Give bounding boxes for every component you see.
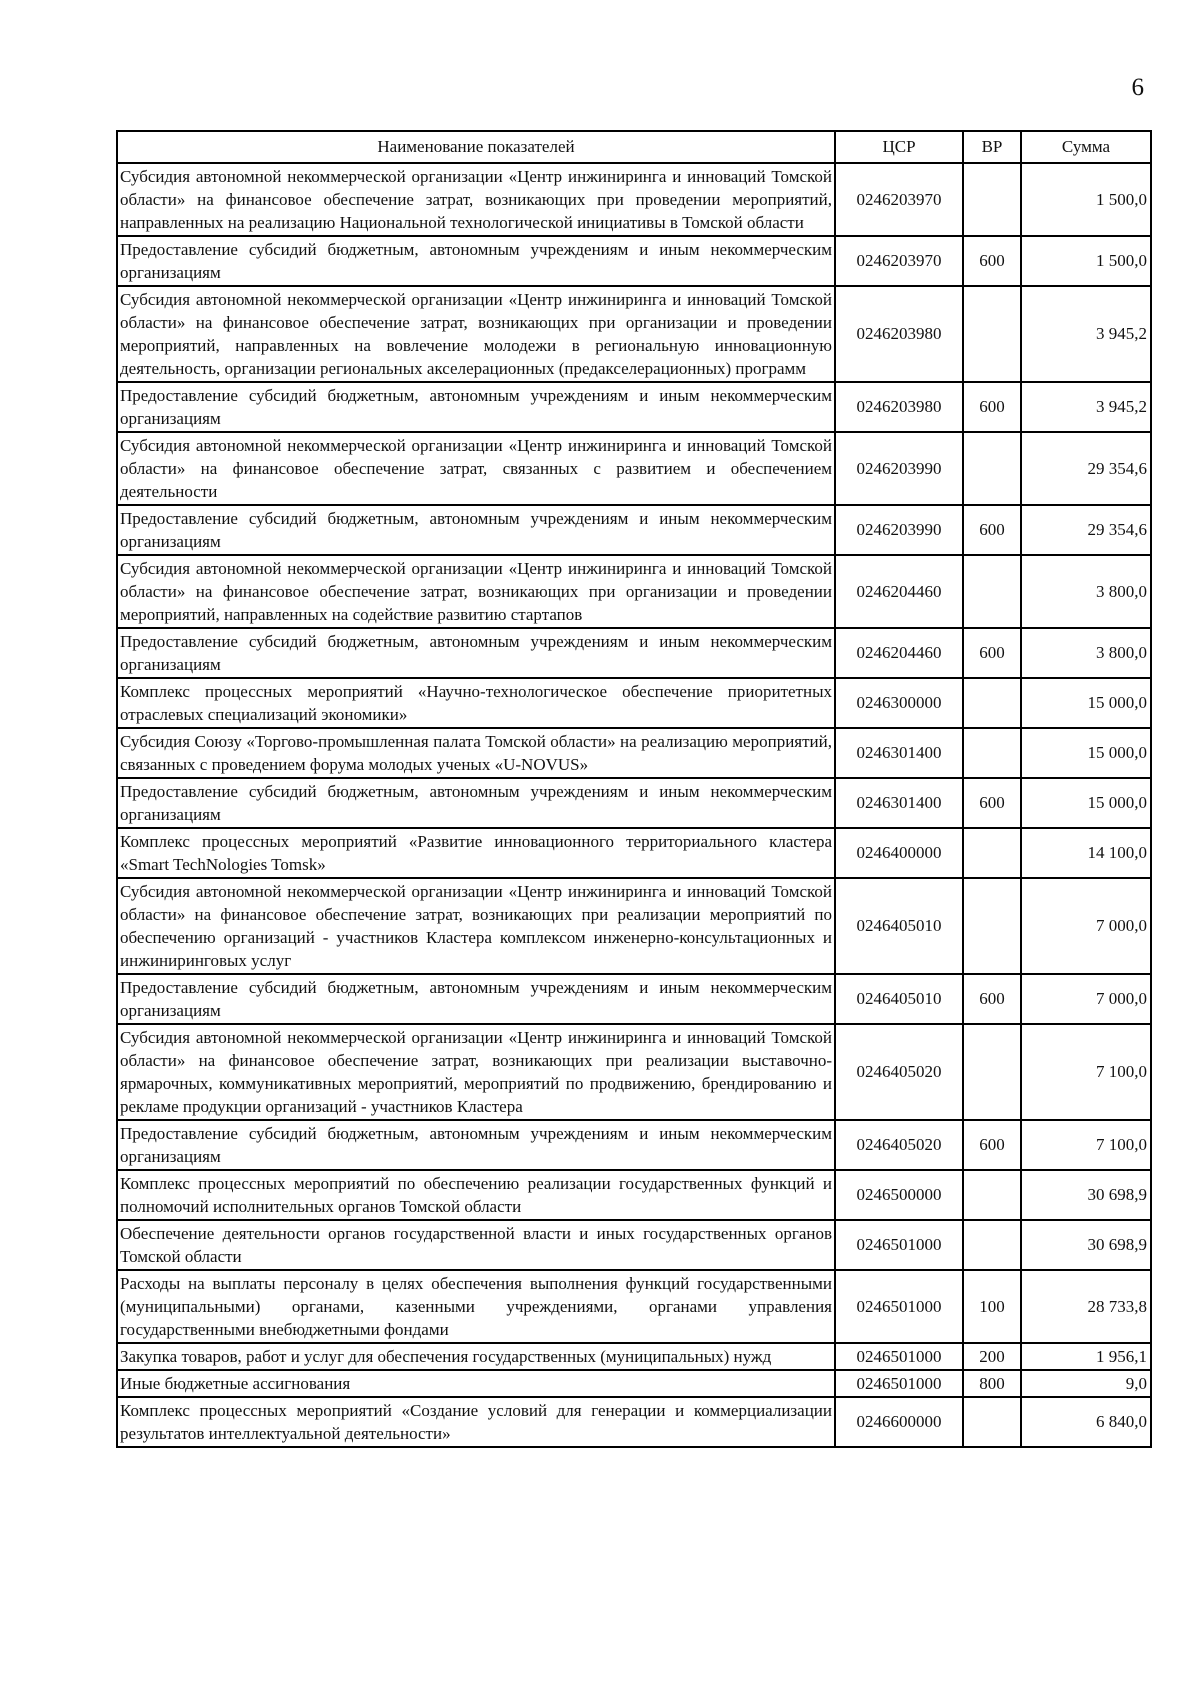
cell-csr: 0246203970 (835, 236, 963, 286)
cell-csr: 0246203970 (835, 163, 963, 236)
table-header (117, 131, 1151, 163)
cell-sum: 30 698,9 (1021, 1220, 1151, 1270)
cell-csr: 0246203990 (835, 505, 963, 555)
cell-vr (963, 1397, 1021, 1447)
cell-vr: 600 (963, 628, 1021, 678)
cell-vr (963, 878, 1021, 974)
cell-name: Расходы на выплаты персоналу в целях обеспечения выполнения функций государственными (муниципальными) органами, казенными учреждениями, органами управления государственными внебюджетными фондами (117, 1270, 835, 1343)
cell-csr: 0246600000 (835, 1397, 963, 1447)
cell-vr (963, 286, 1021, 382)
table-row (117, 432, 1151, 505)
table-row (117, 678, 1151, 728)
cell-vr (963, 828, 1021, 878)
cell-vr: 800 (963, 1370, 1021, 1397)
cell-sum: 3 945,2 (1021, 286, 1151, 382)
cell-name: Предоставление субсидий бюджетным, автономным учреждениям и иным некоммерческим организациям (117, 236, 835, 286)
cell-name: Субсидия Союзу «Торгово-промышленная палата Томской области» на реализацию мероприятий, связанных с проведением форума молодых ученых «U-NOVUS» (117, 728, 835, 778)
cell-csr: 0246400000 (835, 828, 963, 878)
table-row (117, 778, 1151, 828)
cell-sum: 7 000,0 (1021, 974, 1151, 1024)
cell-vr (963, 555, 1021, 628)
table-row (117, 828, 1151, 878)
table-row (117, 728, 1151, 778)
cell-sum: 3 800,0 (1021, 555, 1151, 628)
cell-csr: 0246204460 (835, 555, 963, 628)
cell-sum: 1 500,0 (1021, 163, 1151, 236)
cell-vr: 600 (963, 236, 1021, 286)
cell-vr (963, 678, 1021, 728)
cell-csr: 0246203980 (835, 382, 963, 432)
table-row (117, 628, 1151, 678)
cell-name: Субсидия автономной некоммерческой организации «Центр инжиниринга и инноваций Томской области» на финансовое обеспечение затрат, возникающих при проведении мероприятий, направленных на реализацию Национальной технологической инициативы в Томской области (117, 163, 835, 236)
cell-vr: 600 (963, 974, 1021, 1024)
cell-vr (963, 1024, 1021, 1120)
table-row (117, 1343, 1151, 1370)
cell-name: Предоставление субсидий бюджетным, автономным учреждениям и иным некоммерческим организациям (117, 1120, 835, 1170)
table-row (117, 286, 1151, 382)
cell-sum: 14 100,0 (1021, 828, 1151, 878)
cell-sum: 9,0 (1021, 1370, 1151, 1397)
cell-name: Предоставление субсидий бюджетным, автономным учреждениям и иным некоммерческим организациям (117, 974, 835, 1024)
table-body (117, 163, 1151, 1447)
cell-sum: 28 733,8 (1021, 1270, 1151, 1343)
cell-csr: 0246405010 (835, 878, 963, 974)
header-sum: Сумма (1021, 131, 1151, 163)
cell-csr: 0246501000 (835, 1220, 963, 1270)
table-row (117, 1370, 1151, 1397)
table-row (117, 163, 1151, 236)
cell-vr (963, 1170, 1021, 1220)
budget-table (116, 130, 1152, 1448)
header-row (117, 131, 1151, 163)
cell-csr: 0246301400 (835, 728, 963, 778)
cell-csr: 0246405020 (835, 1024, 963, 1120)
table-row (117, 1270, 1151, 1343)
cell-csr: 0246203990 (835, 432, 963, 505)
table-row (117, 236, 1151, 286)
cell-name: Предоставление субсидий бюджетным, автономным учреждениям и иным некоммерческим организациям (117, 382, 835, 432)
cell-vr: 600 (963, 778, 1021, 828)
cell-name: Обеспечение деятельности органов государственной власти и иных государственных органов Томской области (117, 1220, 835, 1270)
cell-vr: 600 (963, 505, 1021, 555)
cell-csr: 0246500000 (835, 1170, 963, 1220)
header-csr: ЦСР (835, 131, 963, 163)
cell-name: Предоставление субсидий бюджетным, автономным учреждениям и иным некоммерческим организациям (117, 505, 835, 555)
table-row (117, 382, 1151, 432)
cell-csr: 0246203980 (835, 286, 963, 382)
cell-csr: 0246405020 (835, 1120, 963, 1170)
cell-sum: 7 000,0 (1021, 878, 1151, 974)
cell-sum: 15 000,0 (1021, 678, 1151, 728)
page-number: 6 (1131, 74, 1144, 101)
cell-name: Субсидия автономной некоммерческой организации «Центр инжиниринга и инноваций Томской области» на финансовое обеспечение затрат, возникающих при организации и проведении мероприятий, направленных на содействие развитию стартапов (117, 555, 835, 628)
cell-vr (963, 163, 1021, 236)
cell-sum: 3 800,0 (1021, 628, 1151, 678)
header-name: Наименование показателей (117, 131, 835, 163)
cell-vr: 100 (963, 1270, 1021, 1343)
table-row (117, 555, 1151, 628)
cell-sum: 1 500,0 (1021, 236, 1151, 286)
cell-name: Комплекс процессных мероприятий «Научно-технологическое обеспечение приоритетных отраслевых специализаций экономики» (117, 678, 835, 728)
table-row (117, 974, 1151, 1024)
cell-vr: 600 (963, 382, 1021, 432)
table-row (117, 1120, 1151, 1170)
cell-sum: 15 000,0 (1021, 728, 1151, 778)
cell-vr (963, 728, 1021, 778)
cell-csr: 0246501000 (835, 1270, 963, 1343)
cell-csr: 0246301400 (835, 778, 963, 828)
cell-vr (963, 1220, 1021, 1270)
cell-name: Субсидия автономной некоммерческой организации «Центр инжиниринга и инноваций Томской области» на финансовое обеспечение затрат, возникающих при реализации выставочно-ярмарочных, коммуникативных мероприятий, мероприятий по продвижению, брендированию и рекламе продукции организаций - участников Кластера (117, 1024, 835, 1120)
table-row (117, 878, 1151, 974)
cell-csr: 0246405010 (835, 974, 963, 1024)
table-row (117, 1024, 1151, 1120)
table-row (117, 1170, 1151, 1220)
cell-name: Комплекс процессных мероприятий «Создание условий для генерации и коммерциализации результатов интеллектуальной деятельности» (117, 1397, 835, 1447)
cell-name: Предоставление субсидий бюджетным, автономным учреждениям и иным некоммерческим организациям (117, 778, 835, 828)
cell-sum: 30 698,9 (1021, 1170, 1151, 1220)
cell-sum: 29 354,6 (1021, 505, 1151, 555)
cell-name: Субсидия автономной некоммерческой организации «Центр инжиниринга и инноваций Томской области» на финансовое обеспечение затрат, связанных с развитием и обеспечением деятельности (117, 432, 835, 505)
cell-sum: 6 840,0 (1021, 1397, 1151, 1447)
table-row (117, 505, 1151, 555)
cell-vr (963, 432, 1021, 505)
cell-sum: 7 100,0 (1021, 1120, 1151, 1170)
cell-name: Комплекс процессных мероприятий по обеспечению реализации государственных функций и полномочий исполнительных органов Томской области (117, 1170, 835, 1220)
cell-name: Комплекс процессных мероприятий «Развитие инновационного территориального кластера «Smart TechNologies Tomsk» (117, 828, 835, 878)
cell-name: Субсидия автономной некоммерческой организации «Центр инжиниринга и инноваций Томской области» на финансовое обеспечение затрат, возникающих при реализации мероприятий по обеспечению организаций - участников Кластера комплексом инженерно-консультационных и инжиниринговых услуг (117, 878, 835, 974)
table-row (117, 1220, 1151, 1270)
cell-vr: 200 (963, 1343, 1021, 1370)
table-row (117, 1397, 1151, 1447)
cell-sum: 3 945,2 (1021, 382, 1151, 432)
header-vr: ВР (963, 131, 1021, 163)
cell-name: Субсидия автономной некоммерческой организации «Центр инжиниринга и инноваций Томской области» на финансовое обеспечение затрат, возникающих при организации и проведении мероприятий, направленных на вовлечение молодежи в региональную инновационную деятельность, организации региональных акселерационных (предакселерационных) программ (117, 286, 835, 382)
cell-sum: 7 100,0 (1021, 1024, 1151, 1120)
cell-csr: 0246501000 (835, 1343, 963, 1370)
cell-name: Закупка товаров, работ и услуг для обеспечения государственных (муниципальных) нужд (117, 1343, 835, 1370)
cell-vr: 600 (963, 1120, 1021, 1170)
cell-csr: 0246501000 (835, 1370, 963, 1397)
cell-sum: 1 956,1 (1021, 1343, 1151, 1370)
cell-sum: 15 000,0 (1021, 778, 1151, 828)
cell-csr: 0246300000 (835, 678, 963, 728)
cell-csr: 0246204460 (835, 628, 963, 678)
cell-sum: 29 354,6 (1021, 432, 1151, 505)
cell-name: Иные бюджетные ассигнования (117, 1370, 835, 1397)
cell-name: Предоставление субсидий бюджетным, автономным учреждениям и иным некоммерческим организациям (117, 628, 835, 678)
